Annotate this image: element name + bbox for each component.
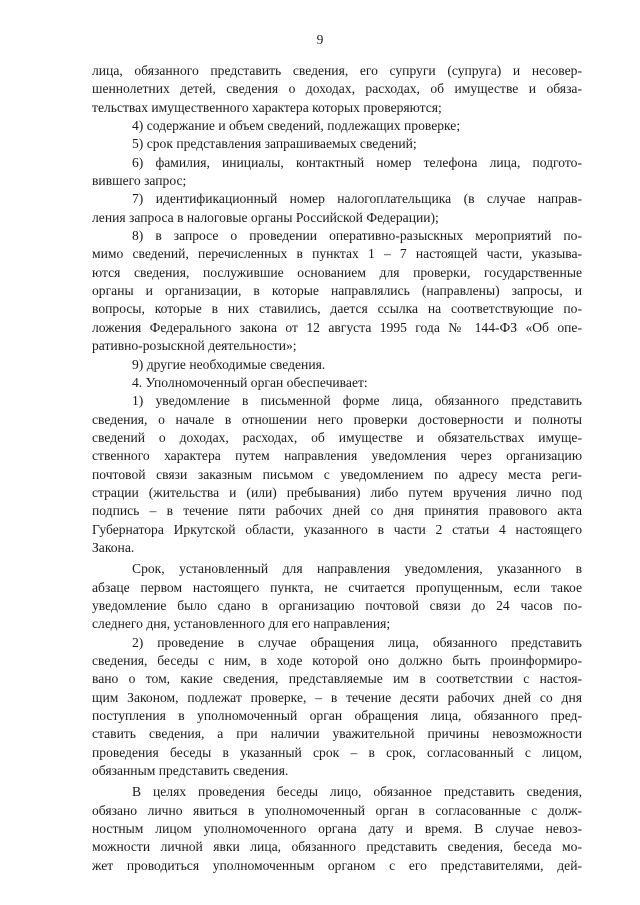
text-line: обязанным представить сведения. (92, 763, 289, 779)
text-line: сведения, о начале в отношении него проверки достоверности и полноты (92, 411, 582, 427)
text-line: вившего запрос; (92, 173, 187, 189)
text-line: щим Законом, подлежат проверке, – в течение десяти рабочих дней со дня (92, 689, 582, 705)
text-line: ления запроса в налоговые органы Российской Федерации); (92, 209, 439, 225)
text-line: 5) срок представления запрашиваемых сведений; (132, 136, 417, 152)
text-line: 2) проведение в случае обращения лица, обязанного представить (132, 634, 582, 650)
text-line: страции (жительства и (или) пребывания) либо путем вручения лично под (92, 484, 582, 500)
text-line: абзаце первом настоящего пункта, не считается пропущенным, если такое (92, 579, 582, 595)
text-line: 7) идентификационный номер налогоплательщика (в случае направ- (132, 191, 582, 207)
document-body-text (92, 62, 582, 875)
text-line: лица, обязанного представить сведения, его супруги (супруга) и несовер- (92, 63, 582, 78)
text-line: органы и организации, в которые направлялись (направлены) запросы, и (92, 283, 582, 299)
text-line: почтовой связи заказным письмом с уведомлением по адресу места реги- (92, 466, 582, 482)
text-line: ложения Федерального закона от 12 августа 1995 года № 144-ФЗ «Об опе- (92, 319, 582, 335)
text-line: 8) в запросе о проведении оперативно-разыскных мероприятий по- (132, 228, 582, 244)
text-line: шеннолетних детей, сведения о доходах, расходах, об имуществе и обяза- (92, 81, 582, 97)
text-line: 6) фамилия, инициалы, контактный номер телефона лица, подгото- (132, 154, 582, 170)
text-line: 9) другие необходимые сведения. (132, 356, 326, 372)
text-line: В целях проведения беседы лицо, обязанное представить сведения, (132, 784, 582, 800)
text-line: уведомление было сдано в организацию почтовой связи до 24 часов по- (92, 597, 582, 613)
text-line: 4) содержание и объем сведений, подлежащих проверке; (132, 118, 461, 134)
text-line: сведения, беседы с ним, в ходе которой оно должно быть проинформиро- (92, 653, 582, 668)
text-line: ративно-розыскной деятельности»; (92, 338, 297, 354)
text-line: вопросы, которые в них ставились, дается ссылка на соответствующие по- (92, 301, 582, 317)
text-line: подпись – в течение пяти рабочих дней со дня принятия правового акта (92, 503, 582, 519)
text-line: сведений о доходах, расходах, об имуществе и обязательствах имуще- (92, 429, 582, 445)
text-line: Губернатора Иркутской области, указанного в части 2 статьи 4 настоящего (92, 521, 582, 537)
page-number: 9 (316, 32, 324, 47)
text-line: 1) уведомление в письменной форме лица, обязанного представить (132, 393, 582, 409)
text-line: поступления в уполномоченный орган обращения лица, обязанного пред- (92, 708, 582, 724)
text-line: ставить сведения, а при наличии уважительной причины невозможности (92, 726, 582, 742)
text-line: ственного характера путем направления уведомления через организацию (92, 448, 582, 464)
text-line: следнего дня, установленного для его направления; (92, 616, 391, 632)
text-line: жет проводиться уполномоченным органом с его представителями, дей- (92, 857, 582, 873)
text-line: ются сведения, послужившие основанием для проверки, государственные (92, 264, 582, 280)
text-line: мимо сведений, перечисленных в пунктах 1 – 7 настоящей части, указыва- (92, 246, 582, 262)
text-line: 4. Уполномоченный орган обеспечивает: (132, 374, 368, 390)
text-line: Срок, установленный для направления уведомления, указанного в (132, 561, 582, 577)
text-line: вано о том, какие сведения, представляемые им в соответствии с настоя- (92, 671, 582, 687)
text-line: тельствах имущественного характера которых проверяются; (92, 99, 442, 115)
text-line: ностным лицом уполномоченного органа дату и время. В случае невоз- (92, 821, 582, 837)
text-line: Закона. (92, 539, 135, 555)
text-line: обязано лично явиться в уполномоченный орган в согласованные с долж- (92, 802, 582, 818)
text-line: проведения беседы в указанный срок – в срок, согласованный с лицом, (92, 744, 582, 760)
text-line: можности личной явки лица, обязанного представить сведения, беседа мо- (92, 839, 582, 855)
